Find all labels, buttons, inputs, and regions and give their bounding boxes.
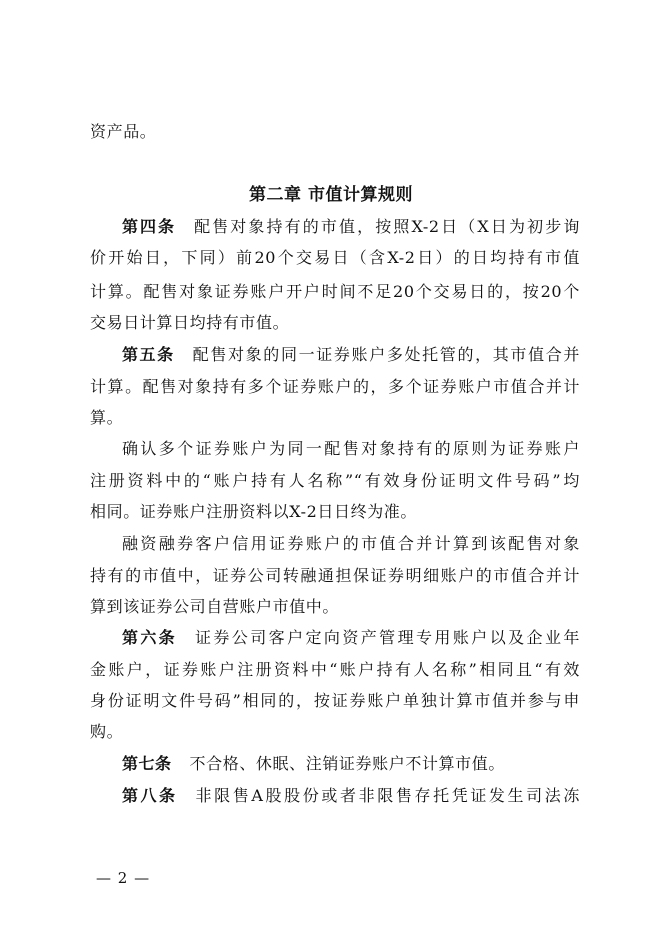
paragraph-line: 购。 bbox=[90, 722, 124, 741]
paragraph-line: 相同。证券账户注册资料以X-2日日终为准。 bbox=[90, 502, 418, 521]
article-7-line bbox=[122, 749, 580, 779]
article-5-label: 第五条 bbox=[122, 345, 175, 364]
article-6-label: 第六条 bbox=[122, 628, 177, 647]
article-5-line bbox=[122, 340, 580, 370]
paragraph-line: 算。 bbox=[90, 408, 124, 427]
paragraph-line: 交易日计算日均持有市值。 bbox=[90, 313, 290, 332]
paragraph-line: 确认多个证券账户为同一配售对象持有的原则为证券账户 bbox=[122, 439, 580, 458]
article-4-line bbox=[122, 212, 580, 242]
paragraph-text: 证券公司客户定向资产管理专用账户以及企业年 bbox=[194, 628, 580, 647]
page-number: — 2 — bbox=[96, 869, 151, 887]
paragraph-line: 计算。配售对象证券账户开户时间不足20个交易日的，按20个 bbox=[90, 282, 580, 301]
paragraph-line: 价开始日，下同）前20个交易日（含X-2日）的日均持有市值 bbox=[90, 248, 580, 267]
paragraph-line: 资产品。 bbox=[90, 122, 157, 141]
paragraph-line: 算到该证券公司自营账户市值中。 bbox=[90, 597, 340, 616]
paragraph-line: 身份证明文件号码”相同的，按证券账户单独计算市值并参与申 bbox=[90, 691, 580, 710]
article-8-line bbox=[122, 781, 580, 811]
article-7-label: 第七条 bbox=[122, 754, 172, 773]
paragraph-line: 融资融券客户信用证券账户的市值合并计算到该配售对象 bbox=[122, 534, 580, 553]
article-6-line bbox=[122, 623, 580, 653]
paragraph-text: 配售对象持有的市值，按照X-2日（X日为初步询 bbox=[194, 217, 580, 236]
paragraph-text: 不合格、休眠、注销证券账户不计算市值。 bbox=[189, 754, 505, 773]
chapter-heading: 第二章 市值计算规则 bbox=[249, 185, 413, 205]
paragraph-line: 金账户，证券账户注册资料中“账户持有人名称”相同且“有效 bbox=[90, 660, 580, 679]
article-4-label: 第四条 bbox=[122, 217, 177, 236]
paragraph-line: 注册资料中的“账户持有人名称”“有效身份证明文件号码”均 bbox=[90, 471, 580, 490]
paragraph-text: 非限售A股股份或者非限售存托凭证发生司法冻 bbox=[195, 786, 580, 805]
paragraph-line: 持有的市值中，证券公司转融通担保证券明细账户的市值合并计 bbox=[90, 566, 580, 585]
paragraph-line: 计算。配售对象持有多个证券账户的，多个证券账户市值合并计 bbox=[90, 377, 580, 396]
article-8-label: 第八条 bbox=[122, 786, 178, 805]
paragraph-text: 配售对象的同一证券账户多处托管的，其市值合并 bbox=[192, 345, 580, 364]
